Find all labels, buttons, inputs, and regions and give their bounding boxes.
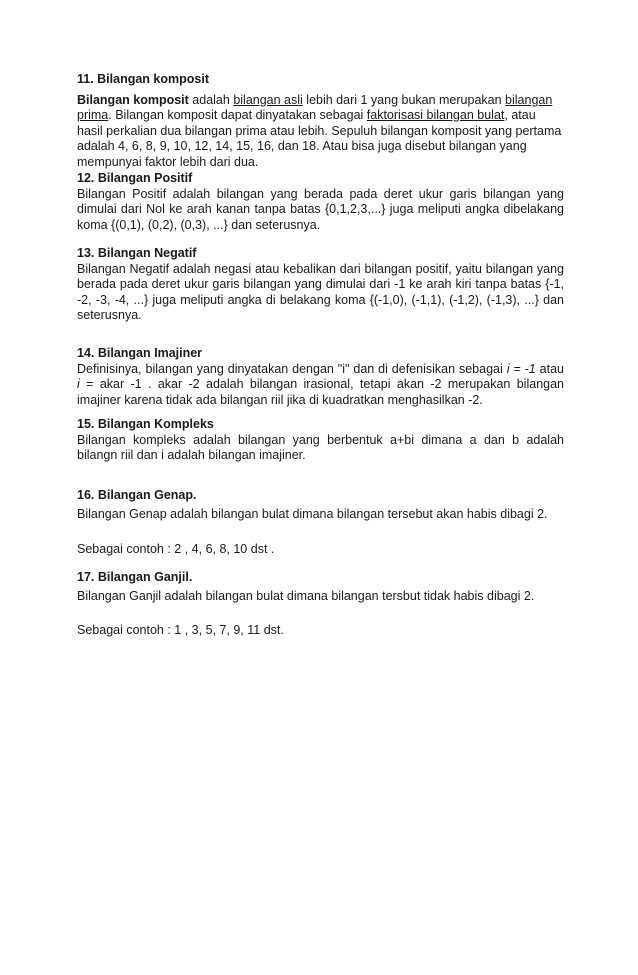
section-13-bilangan-negatif: [77, 246, 564, 324]
section-16-bilangan-genap: [77, 488, 564, 522]
section-16-body: Bilangan Genap adalah bilangan bulat dimana bilangan tersebut akan habis dibagi 2.: [77, 506, 548, 521]
section-11-heading: 11. Bilangan komposit: [77, 72, 209, 86]
section-15-heading: 15. Bilangan Kompleks: [77, 417, 214, 431]
section-11-bilangan-komposit: [77, 72, 564, 170]
section-17-example: Sebagai contoh : 1 , 3, 5, 7, 9, 11 dst.: [77, 623, 284, 637]
text-span: . Bilangan komposit dapat dinyatakan sebagai: [108, 108, 367, 122]
section-13-body: Bilangan Negatif adalah negasi atau kebalikan dari bilangan positif, yaitu bilangan yang berada pada deret ukur garis bilangan yang dimulai dari -1 ke arah kiri tanpa batas {-1, -2, -3, -4, ...} juga meliputi angka di belakang koma {(-1,0), (-1,1), (-1,2), (-1,3), ...} dan seterusnya.: [77, 261, 564, 322]
link-bilangan-prima[interactable]: bilangan prima: [77, 92, 553, 122]
section-16-example: Sebagai contoh : 2 , 4, 6, 8, 10 dst .: [77, 542, 275, 556]
text-span: , atau hasil perkalian dua bilangan prima atau lebih. Sepuluh bilangan komposit yang pertama adalah 4, 6, 8, 9, 10, 12, 14, 15, 16, dan 18. Atau bisa juga disebut bilangan yang mempunyai faktor lebih dari dua.: [77, 108, 562, 169]
formula-i-symbol: i: [77, 377, 80, 391]
section-15-bilangan-kompleks: [77, 417, 564, 464]
section-14-heading: 14. Bilangan Imajiner: [77, 346, 203, 360]
section-17-bilangan-ganjil: [77, 570, 564, 604]
section-16-heading: 16. Bilangan Genap.: [77, 488, 197, 502]
section-15-body: Bilangan kompleks adalah bilangan yang berbentuk a+bi dimana a dan b adalah bilangn riil dan i adalah bilangan imajiner.: [77, 432, 564, 462]
text-span: adalah: [188, 92, 234, 107]
link-faktorisasi-bilangan-bulat[interactable]: faktorisasi bilangan bulat: [366, 108, 505, 122]
section-13-heading: 13. Bilangan Negatif: [77, 246, 197, 260]
section-17-heading: 17. Bilangan Ganjil.: [77, 570, 193, 584]
section-17-body: Bilangan Ganjil adalah bilangan bulat dimana bilangan tersbut tidak habis dibagi 2.: [77, 588, 535, 603]
section-11-body: [77, 93, 564, 171]
section-14-body: [77, 362, 564, 409]
term-bilangan-komposit: Bilangan komposit: [77, 92, 189, 107]
section-12-body: Bilangan Positif adalah bilangan yang berada pada deret ukur garis bilangan yang dimulai dari Nol ke arah kanan tanpa batas {0,1,2,3,...} juga meliputi angka dibelakang koma {(0,1), (0,2), (0,3), ...} dan seterusnya.: [77, 186, 564, 232]
text-span: lebih dari 1 yang bukan merupakan: [302, 92, 506, 107]
formula-i: i = -1: [506, 361, 536, 376]
text-span: atau: [535, 361, 564, 376]
section-12-heading: 12. Bilangan Positif: [77, 171, 193, 185]
text-span: Definisinya, bilangan yang dinyatakan dengan "i" dan di defenisikan sebagai: [77, 361, 507, 376]
section-14-bilangan-imajiner: [77, 346, 564, 408]
link-bilangan-asli[interactable]: bilangan asli: [233, 92, 303, 107]
section-12-bilangan-positif: [77, 171, 564, 233]
text-span: = akar -1 . akar -2 adalah bilangan irasional, tetapi akan -2 merupakan bilangan imajiner karena tidak ada bilangan riil jika di kuadratkan menghasilkan -2.: [77, 377, 564, 407]
